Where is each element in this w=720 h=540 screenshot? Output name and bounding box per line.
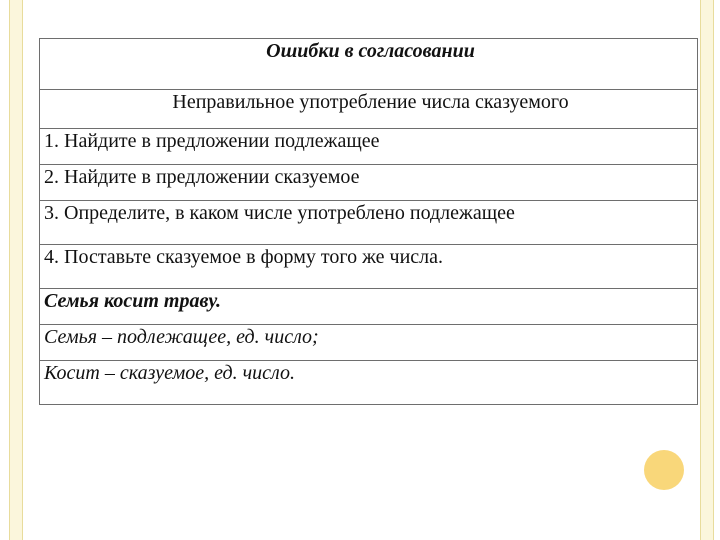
agreement-errors-table (39, 38, 698, 405)
step-1: 1. Найдите в предложении подлежащее (40, 129, 698, 165)
table-subtitle: Неправильное употребление числа сказуемого (40, 90, 698, 129)
table-title: Ошибки в согласовании (40, 39, 698, 90)
example-subject-analysis: Семья – подлежащее, ед. число; (40, 325, 698, 361)
step-4: 4. Поставьте сказуемое в форму того же числа. (40, 245, 698, 289)
right-decorative-frame (700, 0, 714, 540)
table-subtitle-row (40, 90, 698, 129)
table-title-row (40, 39, 698, 90)
table-row (40, 289, 698, 325)
table-row (40, 165, 698, 201)
left-decorative-frame (9, 0, 23, 540)
table-row (40, 245, 698, 289)
step-3: 3. Определите, в каком числе употреблено подлежащее (40, 201, 698, 245)
example-predicate-analysis: Косит – сказуемое, ед. число. (40, 361, 698, 405)
table-row (40, 325, 698, 361)
table-row (40, 129, 698, 165)
decorative-circle (644, 450, 684, 490)
table-row (40, 201, 698, 245)
step-2: 2. Найдите в предложении сказуемое (40, 165, 698, 201)
table-row (40, 361, 698, 405)
example-sentence: Семья косит траву. (40, 289, 698, 325)
